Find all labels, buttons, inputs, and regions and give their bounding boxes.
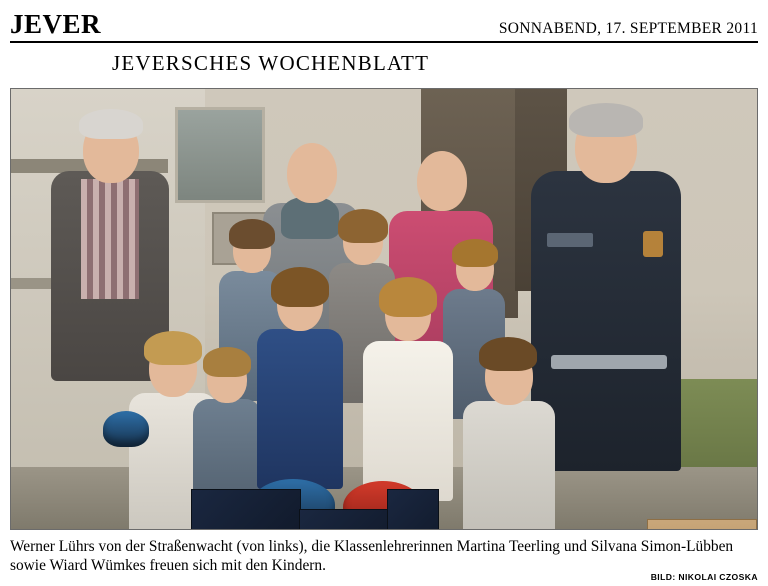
long-sleeve-shirt (363, 341, 453, 501)
police-lettering-patch (547, 233, 593, 247)
person-child-7 (363, 277, 453, 497)
helmet-package-right (387, 489, 439, 529)
section-heading: JEVERSCHES WOCHENBLATT (112, 51, 430, 75)
hair (271, 267, 329, 307)
masthead-date: SONNABEND, 17. SEPTEMBER 2011 (498, 19, 758, 37)
face (287, 143, 337, 203)
bicycle-helmet-dark (103, 411, 149, 447)
person-child-8 (463, 337, 555, 529)
helmet-package-left (191, 489, 301, 529)
masthead-divider (10, 41, 758, 43)
hair (203, 347, 251, 377)
article-photo (10, 88, 758, 530)
photo-scene (11, 89, 757, 529)
police-badge (643, 231, 663, 257)
photo-caption: Werner Lührs von der Straßenwacht (von links), die Klassenlehrerinnen Martina Teerling und Silvana Simon-Lübben sowie Wiard Wümkes freuen sich mit den Kindern. (10, 538, 734, 574)
printed-shirt (463, 401, 555, 529)
reflective-stripe (551, 355, 667, 369)
masthead (10, 6, 758, 40)
hair (569, 103, 643, 137)
hair (229, 219, 275, 249)
masthead-title: JEVER (10, 9, 102, 39)
cardboard-box-right (647, 519, 757, 529)
background-window (175, 107, 265, 204)
face (417, 151, 467, 211)
helmet-package-center (299, 509, 395, 529)
hair (79, 109, 143, 139)
checked-shirt (81, 179, 139, 299)
hair (338, 209, 388, 243)
hair (479, 337, 537, 371)
hair (379, 277, 437, 317)
person-child-6 (257, 267, 343, 487)
photo-credit: BILD: NIKOLAI CZOSKA (650, 572, 758, 582)
person-police-officer (531, 105, 691, 505)
hair (452, 239, 498, 267)
hoodie (257, 329, 343, 489)
